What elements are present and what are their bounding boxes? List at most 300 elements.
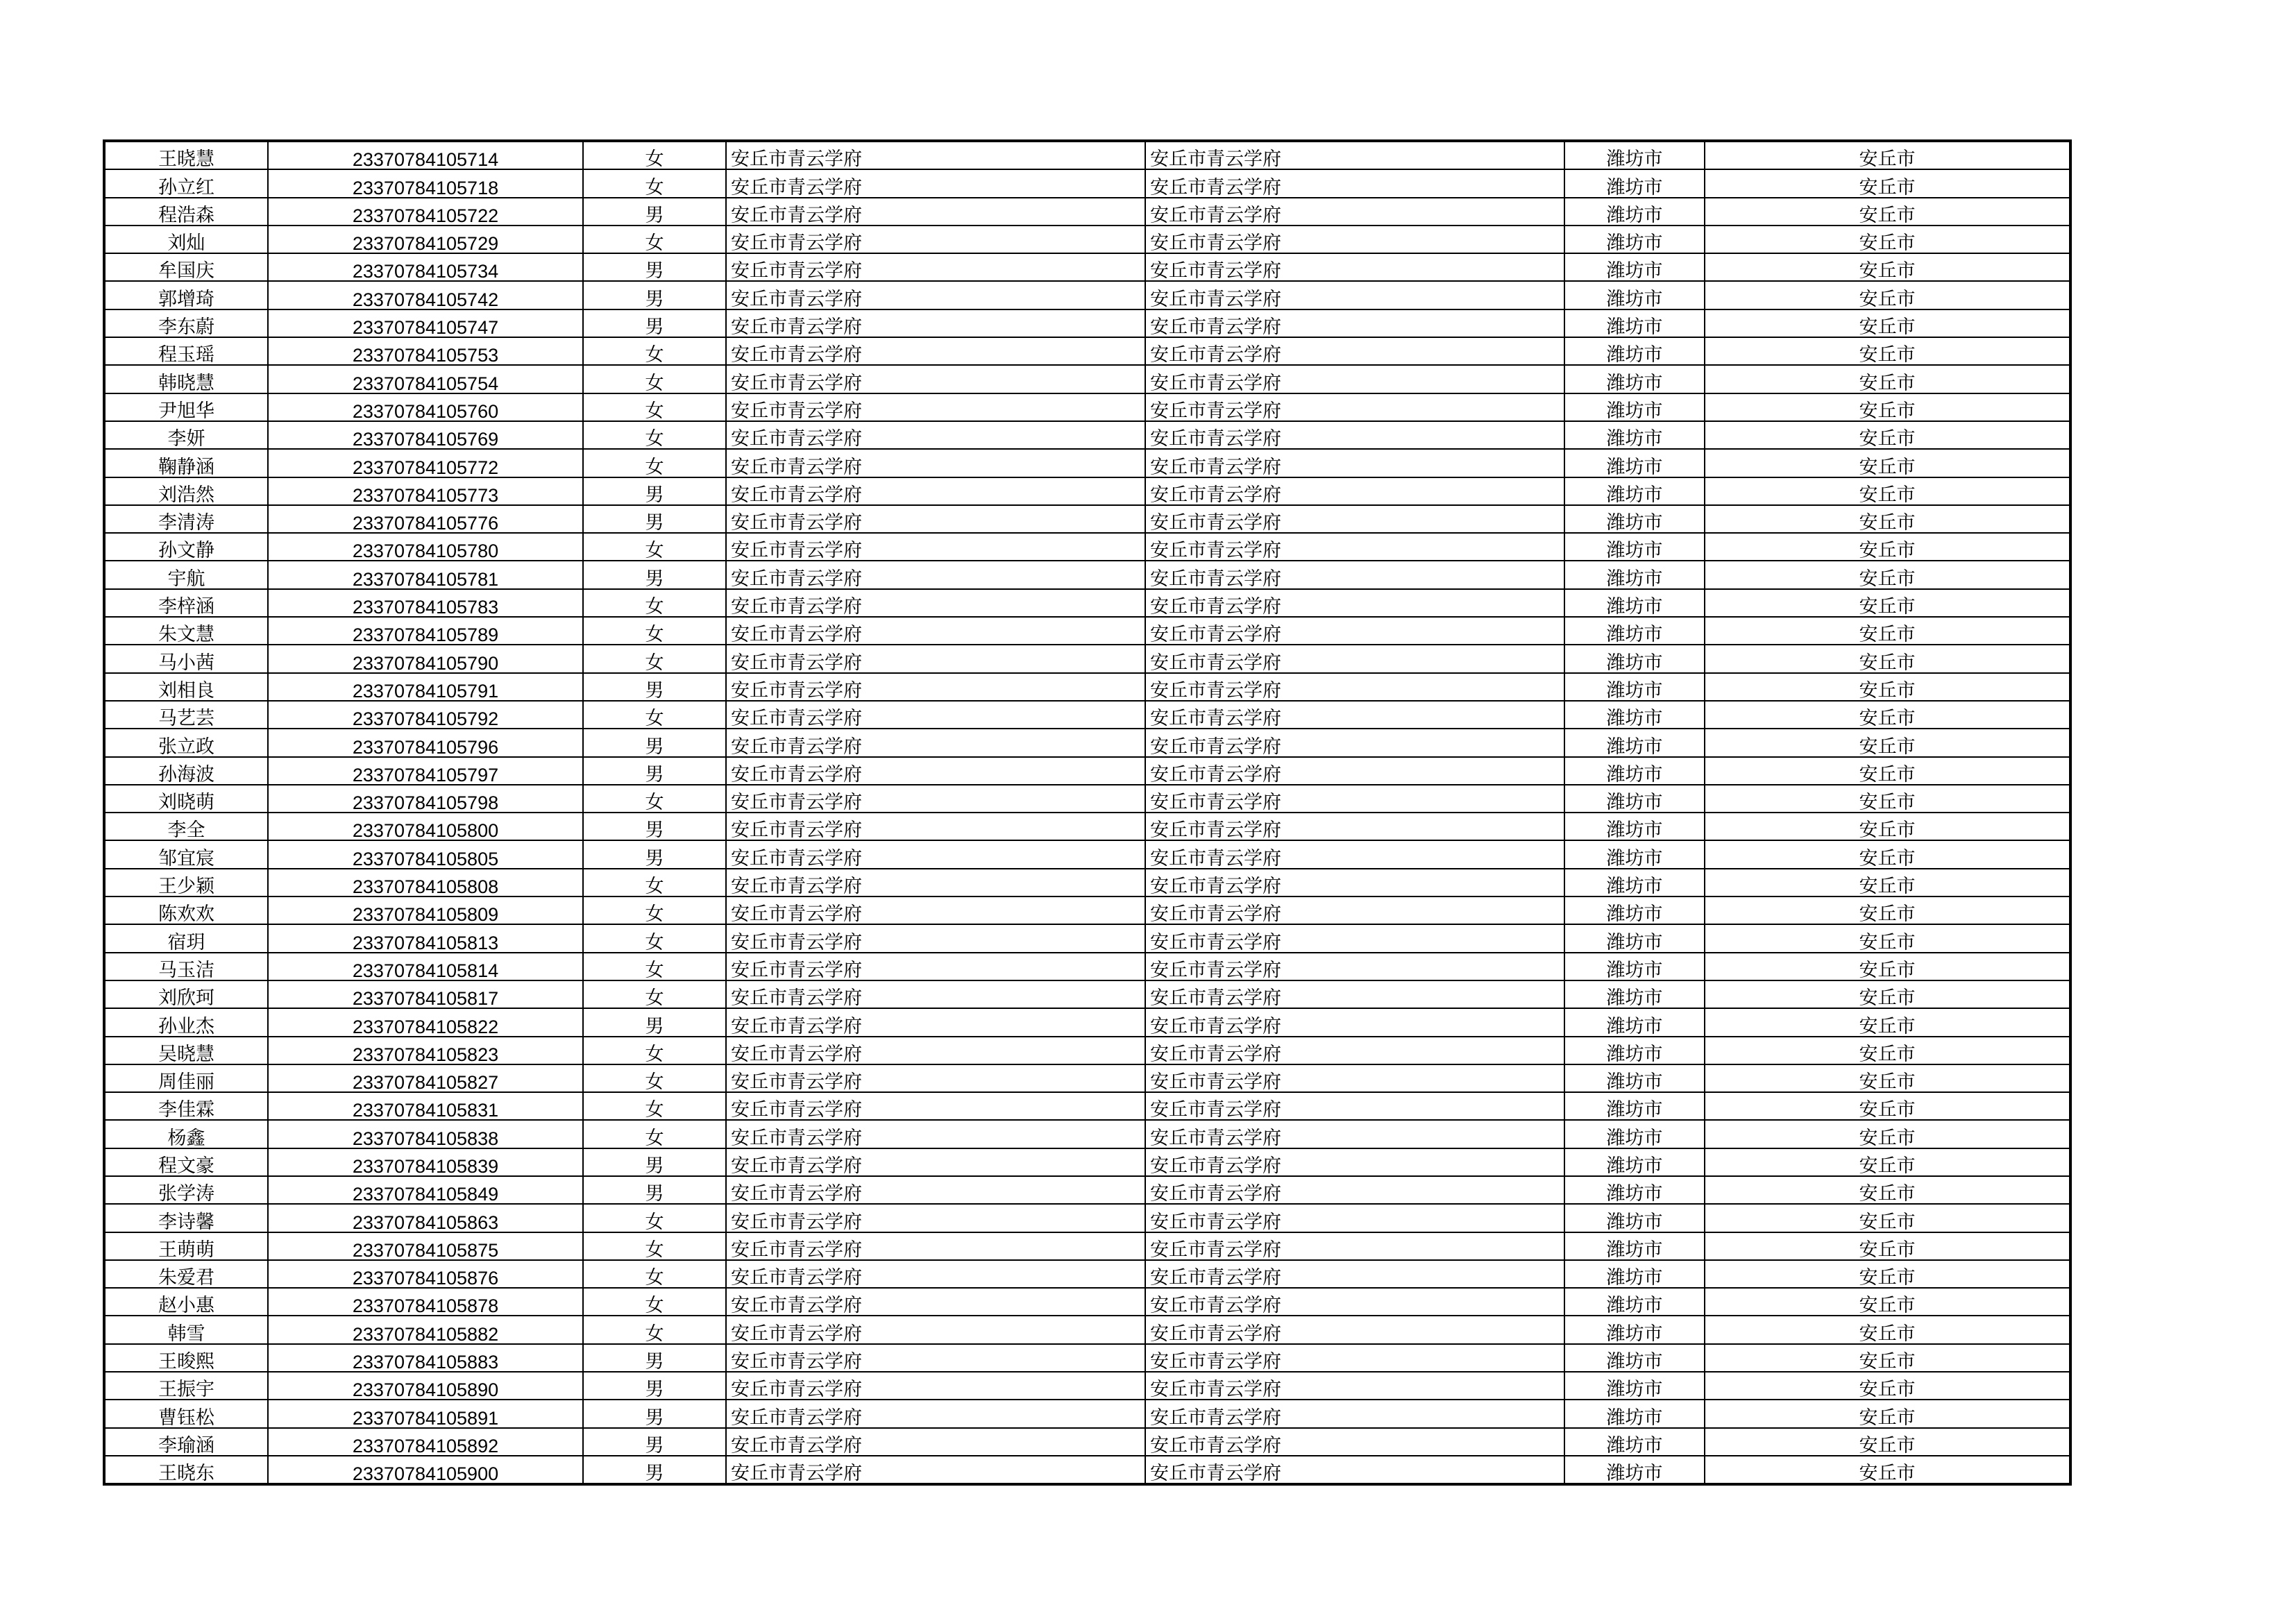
cell-gender: 男 [583,561,726,588]
cell-exam-id: 23370784105849 [268,1176,583,1204]
cell-school: 安丘市青云学府 [726,421,1145,449]
table-row [105,1064,2070,1092]
cell-city: 潍坊市 [1564,701,1705,729]
cell-gender: 女 [583,1316,726,1343]
cell-school: 安丘市青云学府 [726,1120,1145,1148]
cell-gender: 女 [583,337,726,365]
cell-school: 安丘市青云学府 [726,1400,1145,1427]
table-row [105,1400,2070,1427]
cell-gender: 女 [583,1120,726,1148]
table-row [105,1120,2070,1148]
cell-school-2: 安丘市青云学府 [1145,198,1564,226]
table-row [105,1288,2070,1316]
cell-exam-id: 23370784105809 [268,897,583,924]
cell-school: 安丘市青云学府 [726,1092,1145,1120]
cell-school: 安丘市青云学府 [726,701,1145,729]
cell-exam-id: 23370784105781 [268,561,583,588]
cell-school: 安丘市青云学府 [726,169,1145,197]
table-row [105,393,2070,421]
table-row [105,253,2070,281]
cell-city: 潍坊市 [1564,337,1705,365]
table-row [105,1037,2070,1064]
cell-exam-id: 23370784105882 [268,1316,583,1343]
table-row [105,1316,2070,1343]
cell-city: 潍坊市 [1564,1316,1705,1343]
cell-school: 安丘市青云学府 [726,953,1145,980]
table-body [105,142,2070,1484]
cell-school: 安丘市青云学府 [726,897,1145,924]
cell-school-2: 安丘市青云学府 [1145,253,1564,281]
cell-school-2: 安丘市青云学府 [1145,1400,1564,1427]
cell-school-2: 安丘市青云学府 [1145,365,1564,393]
cell-city: 潍坊市 [1564,1092,1705,1120]
cell-city: 潍坊市 [1564,142,1705,169]
cell-exam-id: 23370784105797 [268,757,583,785]
table-row [105,226,2070,253]
cell-gender: 女 [583,589,726,617]
cell-school: 安丘市青云学府 [726,1316,1145,1343]
cell-county: 安丘市 [1705,477,2070,505]
student-roster-table [104,141,2070,1484]
cell-name: 王晓东 [105,1456,268,1484]
cell-exam-id: 23370784105772 [268,449,583,477]
cell-exam-id: 23370784105875 [268,1232,583,1260]
cell-school-2: 安丘市青云学府 [1145,645,1564,672]
cell-city: 潍坊市 [1564,1428,1705,1456]
cell-gender: 女 [583,365,726,393]
cell-name: 马艺芸 [105,701,268,729]
cell-school: 安丘市青云学府 [726,589,1145,617]
cell-county: 安丘市 [1705,281,2070,309]
cell-county: 安丘市 [1705,1372,2070,1400]
cell-name: 王晙熙 [105,1344,268,1372]
cell-city: 潍坊市 [1564,1176,1705,1204]
cell-name: 吴晓慧 [105,1037,268,1064]
cell-city: 潍坊市 [1564,533,1705,561]
cell-name: 韩晓慧 [105,365,268,393]
cell-gender: 女 [583,1204,726,1232]
cell-gender: 男 [583,1400,726,1427]
cell-school-2: 安丘市青云学府 [1145,142,1564,169]
table-row [105,1148,2070,1176]
cell-exam-id: 23370784105753 [268,337,583,365]
cell-county: 安丘市 [1705,1344,2070,1372]
cell-exam-id: 23370784105883 [268,1344,583,1372]
cell-name: 刘欣珂 [105,980,268,1008]
cell-county: 安丘市 [1705,1092,2070,1120]
cell-school: 安丘市青云学府 [726,337,1145,365]
cell-gender: 男 [583,1372,726,1400]
table-row [105,897,2070,924]
cell-school-2: 安丘市青云学府 [1145,813,1564,840]
cell-county: 安丘市 [1705,645,2070,672]
table-row [105,1260,2070,1288]
cell-school-2: 安丘市青云学府 [1145,505,1564,533]
cell-school-2: 安丘市青云学府 [1145,1120,1564,1148]
cell-city: 潍坊市 [1564,198,1705,226]
cell-county: 安丘市 [1705,589,2070,617]
cell-school: 安丘市青云学府 [726,1372,1145,1400]
cell-school: 安丘市青云学府 [726,1288,1145,1316]
cell-school: 安丘市青云学府 [726,309,1145,337]
cell-county: 安丘市 [1705,953,2070,980]
cell-name: 程玉瑶 [105,337,268,365]
cell-school-2: 安丘市青云学府 [1145,169,1564,197]
cell-name: 尹旭华 [105,393,268,421]
cell-school-2: 安丘市青云学府 [1145,561,1564,588]
cell-name: 程浩森 [105,198,268,226]
cell-school-2: 安丘市青云学府 [1145,309,1564,337]
cell-gender: 女 [583,449,726,477]
cell-name: 邹宜宸 [105,840,268,868]
cell-county: 安丘市 [1705,617,2070,645]
cell-county: 安丘市 [1705,924,2070,952]
cell-gender: 女 [583,980,726,1008]
table-row [105,869,2070,897]
cell-exam-id: 23370784105773 [268,477,583,505]
cell-school-2: 安丘市青云学府 [1145,1037,1564,1064]
cell-exam-id: 23370784105813 [268,924,583,952]
cell-county: 安丘市 [1705,198,2070,226]
cell-name: 刘浩然 [105,477,268,505]
cell-name: 曹钰松 [105,1400,268,1427]
table-row [105,1204,2070,1232]
table-row [105,645,2070,672]
cell-school-2: 安丘市青云学府 [1145,757,1564,785]
cell-gender: 女 [583,142,726,169]
cell-school: 安丘市青云学府 [726,1344,1145,1372]
cell-city: 潍坊市 [1564,897,1705,924]
cell-exam-id: 23370784105890 [268,1372,583,1400]
cell-county: 安丘市 [1705,813,2070,840]
cell-city: 潍坊市 [1564,785,1705,813]
table-row [105,1372,2070,1400]
table-row [105,1092,2070,1120]
cell-gender: 男 [583,1148,726,1176]
cell-county: 安丘市 [1705,785,2070,813]
cell-school-2: 安丘市青云学府 [1145,953,1564,980]
cell-school-2: 安丘市青云学府 [1145,1204,1564,1232]
cell-city: 潍坊市 [1564,1148,1705,1176]
cell-gender: 女 [583,533,726,561]
cell-county: 安丘市 [1705,421,2070,449]
cell-city: 潍坊市 [1564,869,1705,897]
cell-gender: 女 [583,645,726,672]
cell-city: 潍坊市 [1564,1288,1705,1316]
cell-county: 安丘市 [1705,365,2070,393]
cell-city: 潍坊市 [1564,1260,1705,1288]
cell-county: 安丘市 [1705,757,2070,785]
table-row [105,365,2070,393]
cell-city: 潍坊市 [1564,1064,1705,1092]
cell-name: 孙立红 [105,169,268,197]
cell-county: 安丘市 [1705,1176,2070,1204]
cell-city: 潍坊市 [1564,393,1705,421]
cell-exam-id: 23370784105808 [268,869,583,897]
cell-exam-id: 23370784105722 [268,198,583,226]
cell-exam-id: 23370784105783 [268,589,583,617]
cell-exam-id: 23370784105892 [268,1428,583,1456]
cell-school-2: 安丘市青云学府 [1145,980,1564,1008]
cell-school: 安丘市青云学府 [726,645,1145,672]
table-row [105,1428,2070,1456]
table-row [105,701,2070,729]
cell-gender: 女 [583,421,726,449]
cell-exam-id: 23370784105814 [268,953,583,980]
cell-school: 安丘市青云学府 [726,1260,1145,1288]
cell-school-2: 安丘市青云学府 [1145,393,1564,421]
cell-city: 潍坊市 [1564,617,1705,645]
cell-city: 潍坊市 [1564,561,1705,588]
cell-county: 安丘市 [1705,142,2070,169]
table-row [105,281,2070,309]
cell-school: 安丘市青云学府 [726,1037,1145,1064]
cell-school: 安丘市青云学府 [726,533,1145,561]
cell-county: 安丘市 [1705,1037,2070,1064]
cell-school-2: 安丘市青云学府 [1145,617,1564,645]
cell-school: 安丘市青云学府 [726,924,1145,952]
table-row [105,505,2070,533]
cell-exam-id: 23370784105754 [268,365,583,393]
cell-name: 韩雪 [105,1316,268,1343]
cell-gender: 男 [583,477,726,505]
cell-exam-id: 23370784105734 [268,253,583,281]
cell-city: 潍坊市 [1564,281,1705,309]
cell-name: 赵小惠 [105,1288,268,1316]
cell-exam-id: 23370784105863 [268,1204,583,1232]
cell-city: 潍坊市 [1564,1008,1705,1036]
cell-name: 李佳霖 [105,1092,268,1120]
cell-city: 潍坊市 [1564,1037,1705,1064]
cell-name: 杨鑫 [105,1120,268,1148]
cell-school: 安丘市青云学府 [726,477,1145,505]
cell-exam-id: 23370784105817 [268,980,583,1008]
cell-city: 潍坊市 [1564,980,1705,1008]
cell-school: 安丘市青云学府 [726,980,1145,1008]
cell-name: 刘相良 [105,673,268,701]
cell-exam-id: 23370784105823 [268,1037,583,1064]
table-row [105,729,2070,756]
cell-county: 安丘市 [1705,1232,2070,1260]
cell-name: 孙业杰 [105,1008,268,1036]
cell-city: 潍坊市 [1564,449,1705,477]
cell-school: 安丘市青云学府 [726,505,1145,533]
cell-gender: 男 [583,757,726,785]
cell-school-2: 安丘市青云学府 [1145,533,1564,561]
cell-exam-id: 23370784105718 [268,169,583,197]
cell-school-2: 安丘市青云学府 [1145,729,1564,756]
cell-school-2: 安丘市青云学府 [1145,449,1564,477]
cell-school: 安丘市青云学府 [726,1176,1145,1204]
cell-school: 安丘市青云学府 [726,840,1145,868]
cell-school: 安丘市青云学府 [726,1428,1145,1456]
cell-gender: 女 [583,169,726,197]
cell-exam-id: 23370784105831 [268,1092,583,1120]
cell-school-2: 安丘市青云学府 [1145,1092,1564,1120]
cell-city: 潍坊市 [1564,1372,1705,1400]
cell-name: 马小茜 [105,645,268,672]
cell-school-2: 安丘市青云学府 [1145,226,1564,253]
cell-city: 潍坊市 [1564,840,1705,868]
cell-gender: 男 [583,813,726,840]
cell-exam-id: 23370784105827 [268,1064,583,1092]
cell-name: 鞠静涵 [105,449,268,477]
cell-city: 潍坊市 [1564,729,1705,756]
cell-name: 刘晓萌 [105,785,268,813]
cell-county: 安丘市 [1705,1260,2070,1288]
cell-county: 安丘市 [1705,729,2070,756]
cell-city: 潍坊市 [1564,924,1705,952]
cell-gender: 男 [583,253,726,281]
cell-school-2: 安丘市青云学府 [1145,673,1564,701]
cell-county: 安丘市 [1705,505,2070,533]
cell-city: 潍坊市 [1564,953,1705,980]
cell-name: 朱文慧 [105,617,268,645]
cell-gender: 女 [583,1037,726,1064]
cell-name: 李全 [105,813,268,840]
cell-school: 安丘市青云学府 [726,729,1145,756]
cell-county: 安丘市 [1705,169,2070,197]
table-row [105,309,2070,337]
cell-county: 安丘市 [1705,840,2070,868]
cell-county: 安丘市 [1705,1316,2070,1343]
cell-school: 安丘市青云学府 [726,253,1145,281]
cell-school-2: 安丘市青云学府 [1145,1316,1564,1343]
cell-exam-id: 23370784105791 [268,673,583,701]
cell-exam-id: 23370784105776 [268,505,583,533]
cell-city: 潍坊市 [1564,1204,1705,1232]
cell-school: 安丘市青云学府 [726,1232,1145,1260]
cell-school: 安丘市青云学府 [726,142,1145,169]
cell-name: 程文豪 [105,1148,268,1176]
cell-gender: 男 [583,840,726,868]
cell-county: 安丘市 [1705,673,2070,701]
cell-city: 潍坊市 [1564,1344,1705,1372]
cell-name: 李清涛 [105,505,268,533]
cell-gender: 女 [583,1288,726,1316]
cell-name: 李东蔚 [105,309,268,337]
cell-school: 安丘市青云学府 [726,365,1145,393]
cell-exam-id: 23370784105790 [268,645,583,672]
cell-county: 安丘市 [1705,980,2070,1008]
table-row [105,142,2070,169]
cell-exam-id: 23370784105742 [268,281,583,309]
table-row [105,1232,2070,1260]
table-row [105,533,2070,561]
cell-gender: 男 [583,1456,726,1484]
cell-exam-id: 23370784105800 [268,813,583,840]
cell-name: 宇航 [105,561,268,588]
cell-name: 孙文静 [105,533,268,561]
cell-exam-id: 23370784105789 [268,617,583,645]
table-row [105,924,2070,952]
cell-city: 潍坊市 [1564,813,1705,840]
cell-school: 安丘市青云学府 [726,1064,1145,1092]
cell-name: 王萌萌 [105,1232,268,1260]
cell-county: 安丘市 [1705,1288,2070,1316]
cell-school: 安丘市青云学府 [726,617,1145,645]
cell-county: 安丘市 [1705,533,2070,561]
cell-gender: 男 [583,281,726,309]
table-row [105,840,2070,868]
cell-exam-id: 23370784105822 [268,1008,583,1036]
cell-gender: 男 [583,1344,726,1372]
cell-school: 安丘市青云学府 [726,561,1145,588]
cell-city: 潍坊市 [1564,226,1705,253]
cell-county: 安丘市 [1705,1148,2070,1176]
table-row [105,1176,2070,1204]
cell-school-2: 安丘市青云学府 [1145,897,1564,924]
cell-name: 李妍 [105,421,268,449]
cell-school: 安丘市青云学府 [726,785,1145,813]
cell-exam-id: 23370784105891 [268,1400,583,1427]
cell-name: 李诗馨 [105,1204,268,1232]
cell-gender: 男 [583,1008,726,1036]
cell-city: 潍坊市 [1564,589,1705,617]
cell-school-2: 安丘市青云学府 [1145,1232,1564,1260]
cell-exam-id: 23370784105805 [268,840,583,868]
cell-county: 安丘市 [1705,1008,2070,1036]
cell-gender: 男 [583,1428,726,1456]
cell-county: 安丘市 [1705,897,2070,924]
cell-name: 张学涛 [105,1176,268,1204]
cell-county: 安丘市 [1705,561,2070,588]
table-row [105,980,2070,1008]
cell-county: 安丘市 [1705,449,2070,477]
cell-school-2: 安丘市青云学府 [1145,281,1564,309]
cell-city: 潍坊市 [1564,645,1705,672]
cell-school: 安丘市青云学府 [726,1148,1145,1176]
cell-school: 安丘市青云学府 [726,673,1145,701]
cell-gender: 女 [583,924,726,952]
cell-school-2: 安丘市青云学府 [1145,1344,1564,1372]
cell-school: 安丘市青云学府 [726,813,1145,840]
table-row [105,169,2070,197]
cell-school: 安丘市青云学府 [726,198,1145,226]
cell-name: 张立政 [105,729,268,756]
cell-county: 安丘市 [1705,226,2070,253]
table-row [105,561,2070,588]
cell-gender: 男 [583,505,726,533]
cell-exam-id: 23370784105796 [268,729,583,756]
cell-name: 宿玥 [105,924,268,952]
cell-gender: 女 [583,226,726,253]
cell-school-2: 安丘市青云学府 [1145,337,1564,365]
cell-city: 潍坊市 [1564,1400,1705,1427]
cell-school: 安丘市青云学府 [726,393,1145,421]
cell-name: 王振宇 [105,1372,268,1400]
cell-exam-id: 23370784105760 [268,393,583,421]
cell-name: 周佳丽 [105,1064,268,1092]
cell-city: 潍坊市 [1564,673,1705,701]
cell-county: 安丘市 [1705,701,2070,729]
table-row [105,421,2070,449]
table-row [105,1344,2070,1372]
cell-gender: 男 [583,729,726,756]
table-row [105,1456,2070,1484]
cell-school-2: 安丘市青云学府 [1145,1372,1564,1400]
cell-name: 牟国庆 [105,253,268,281]
table-row [105,785,2070,813]
cell-name: 王晓慧 [105,142,268,169]
cell-gender: 女 [583,1092,726,1120]
cell-city: 潍坊市 [1564,1232,1705,1260]
cell-gender: 女 [583,393,726,421]
cell-school: 安丘市青云学府 [726,757,1145,785]
cell-exam-id: 23370784105876 [268,1260,583,1288]
cell-school-2: 安丘市青云学府 [1145,589,1564,617]
cell-gender: 女 [583,701,726,729]
